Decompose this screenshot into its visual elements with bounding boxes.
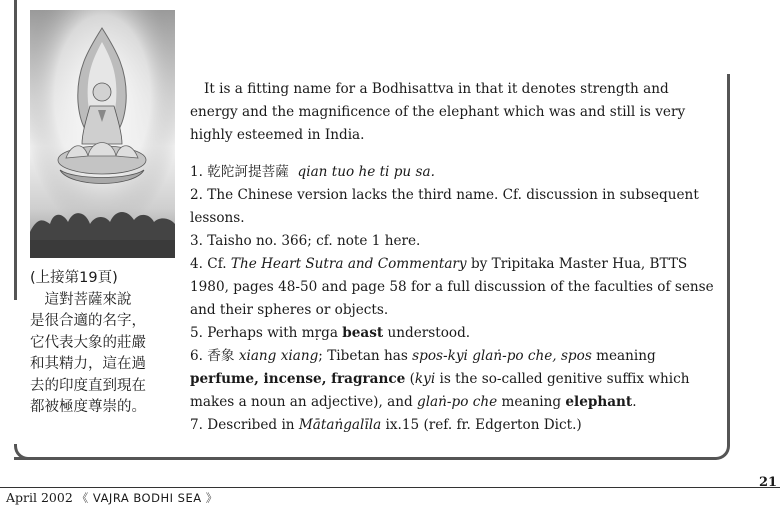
note-7	[190, 414, 720, 437]
note-5-post: understood.	[383, 325, 471, 341]
footer-date: April 2002	[6, 490, 73, 505]
note-6-text-e: meaning	[497, 394, 566, 410]
note-6-text-c: (	[405, 371, 415, 387]
footer	[6, 490, 218, 506]
note-7-title: Mātaṅgalīla	[298, 417, 382, 433]
chinese-translation	[30, 268, 180, 419]
bodhisattva-illustration	[30, 10, 175, 258]
bodhisattva-on-lotus-image	[30, 10, 175, 258]
cn-line: 都被極度尊崇的。	[30, 399, 146, 415]
cn-line: 它代表大象的莊嚴	[30, 334, 146, 351]
note-1	[190, 161, 720, 184]
note-5-bold: beast	[342, 325, 384, 341]
note-1-number: 1.	[190, 164, 208, 180]
note-6-text-d: is the so-called genitive suffix which makes a noun an adjective), and	[190, 371, 690, 410]
note-6-glan: glaṅ-po che	[417, 394, 498, 410]
note-6-kyi: kyi	[414, 371, 436, 387]
note-6-bold-2: elephant	[565, 394, 633, 410]
note-6-chinese: 香象	[207, 348, 235, 364]
note-1-romanization: qian tuo he ti pu sa.	[297, 164, 435, 180]
intro-paragraph: It is a fitting name for a Bodhisattva in that it denotes strength and energy and the magnificence of the elephant which was and still is very highly esteemed in India.	[190, 81, 686, 143]
note-3: 3. Taisho no. 366; cf. note 1 here.	[190, 233, 421, 249]
note-2: 2. The Chinese version lacks the third name. Cf. discussion in subsequent lessons.	[190, 187, 699, 226]
note-6-romanization: xiang xiang	[238, 348, 319, 364]
frame-gap	[726, 0, 734, 74]
frame-left-edge	[14, 0, 17, 300]
note-4-post: by Tripitaka Master Hua, BTTS 1980, pages 48-50 and page 58 for a full discussion of the faculties of sense and their spheres or objects.	[190, 256, 714, 318]
page-number: 21	[759, 475, 778, 490]
note-6-text-b: meaning	[591, 348, 656, 364]
note-7-post: ix.15 (ref. fr. Edgerton Dict.)	[381, 417, 582, 433]
cn-line: 去的印度直到現在	[30, 377, 146, 394]
english-text	[190, 78, 720, 437]
cn-line: 這對菩薩來說	[30, 291, 132, 308]
note-4	[190, 253, 720, 322]
note-5	[190, 322, 720, 345]
cn-line: 和其精力，這在過	[30, 356, 146, 372]
note-6-number: 6.	[190, 348, 208, 364]
footer-rule	[0, 487, 780, 488]
note-6-text-f: .	[632, 394, 637, 410]
note-4-title: The Heart Sutra and Commentary	[230, 256, 467, 272]
note-6-bold-1: perfume, incense, fragrance	[190, 371, 406, 387]
note-5-pre: 5. Perhaps with mṛga	[190, 325, 343, 341]
note-7-pre: 7. Described in	[190, 417, 299, 433]
note-1-chinese: 乾陀訶提菩薩	[207, 164, 289, 180]
note-6-text-a: ; Tibetan has	[318, 348, 413, 364]
cn-line: 是很合適的名字，	[30, 313, 146, 329]
note-4-pre: 4. Cf.	[190, 256, 231, 272]
footer-magazine: 《 VAJRA BODHI SEA 》	[76, 491, 218, 505]
note-6-tibetan: spos-kyi glaṅ-po che, spos	[412, 348, 592, 364]
cn-line: (上接第19頁)	[30, 270, 118, 286]
note-6	[190, 345, 720, 414]
